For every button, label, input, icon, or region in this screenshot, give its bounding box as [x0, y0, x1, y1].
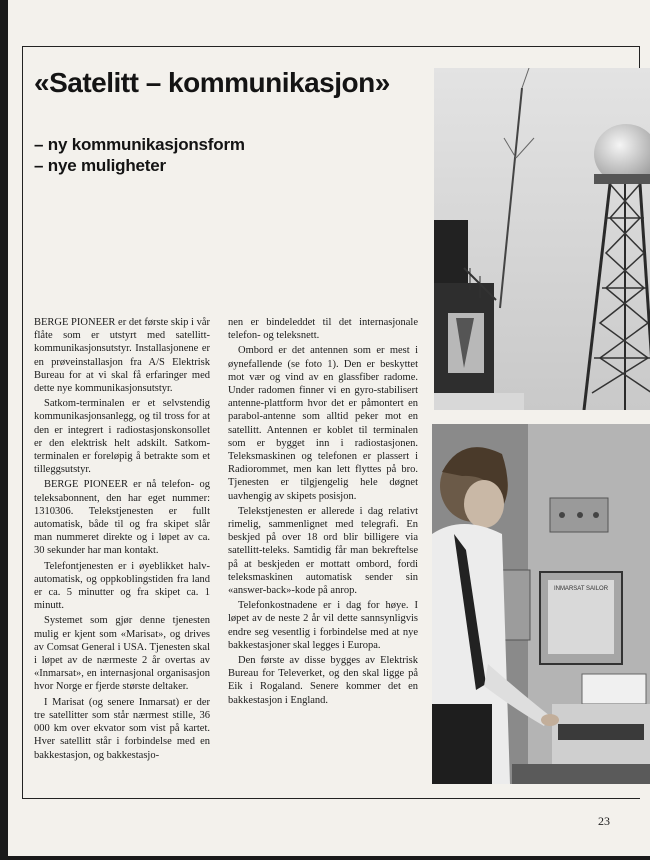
paragraph: Den første av disse bygges av Elektrisk Bureau for Televerket, og den skal ligge på Eik i Rogaland. Senere kommer det en bakkestasjon i England.	[228, 655, 418, 706]
subtitle-line: – nye muligheter	[34, 156, 166, 175]
paragraph: Systemet som gjør denne tjenesten mulig er kjent som «Marisat», og drives av Comsat General i USA. Tjenesten skal i løpet av de nærmeste 2 år overtas av «Inmarsat», en internasjonal organisasjon hvor Norge er fjerde største deltaker.	[34, 615, 210, 693]
photo-satellite-antenna	[434, 68, 650, 410]
paragraph: Ombord er det antennen som er mest i øynefallende (se foto 1). Den er beskyttet mot vær og vind av en glassfiber radome. Under radomen finner vi en gyro-stabilisert antenne-plattform hvor det er påmontert en parabol-antenne som alltid peker mot en satellitt. Antennen er koblet til terminalen som er bygget inn i radiostasjonen. Teleksmaskinen og telefonen er plassert i Radiorommet, men kan lett flyttes på bro. Tjenesten er tilgjengelig hele døgnet uavhengig av skipets posisjon.	[228, 345, 418, 502]
paragraph: BERGE PIONEER er nå telefon- og teleksabonnent, den har eget nummer: 1310306. Telekstjenesten er fullt automatisk, både til og fra skipet slår man nummeret direkte og i løpet av ca. 30 sekunder har man kontakt.	[34, 479, 210, 557]
text-column-2	[228, 316, 418, 709]
equipment-sign: INMARSAT SAILOR	[553, 586, 609, 592]
frame-rule-bottom	[22, 798, 640, 799]
paragraph: Telefontjenesten er i øyeblikket halv-automatisk, og oppkoblingstiden fra land er ca. 5 minutter og fra skipet ca. 1 minutt.	[34, 560, 210, 612]
frame-rule-top	[22, 46, 640, 47]
page-number: 23	[598, 814, 610, 828]
paragraph: nen er bindeleddet til det internasjonale telefon- og teleksnett.	[228, 317, 418, 342]
paragraph: Telefonkostnadene er i dag for høye. I løpet av de neste 2 år vil dette sannsynligvis endre seg vesentlig i forbindelse med at nye bakkestasjoner skal legges i Europa.	[228, 600, 418, 651]
text-column-1	[34, 316, 210, 764]
frame-rule-left	[22, 46, 23, 799]
photo-radio-room-operator	[432, 424, 650, 784]
magazine-page	[8, 0, 650, 856]
subtitle-line: – ny kommunikasjonsform	[34, 135, 245, 154]
paragraph: BERGE PIONEER er det første skip i vår flåte som er utstyrt med satellitt-kommunikasjonsutstyr. Installasjonene er en prøveinstallasjon fra A/S Elektrisk Bureau for at vi skal få erfaringer med dette nye kommunikasjonsutstyr.	[34, 317, 210, 395]
paragraph: Satkom-terminalen er et selvstendig kommunikasjonsanlegg, og til tross for at den er integrert i radiostasjonskonsollet er den elektrisk helt adskilt. Satkom-terminalen er foreløpig å betrakte som et tilleggsutstyr.	[34, 398, 210, 476]
paragraph: Telekstjenesten er allerede i dag relativt rimelig, sammenlignet med telegrafi. En beskjed på over 18 ord blir billigere via satellitt-teleks. Samtidig får man bekreftelse på at beskjeden er mottatt ombord, fordi teleksmaskinen automatisk sender sin «answer-back»-kode på anrop.	[228, 505, 418, 597]
article-title: «Satelitt – kommunikasjon»	[34, 67, 390, 98]
frame-rule-right	[639, 46, 640, 68]
article-subtitle	[34, 134, 414, 176]
paragraph: I Marisat (og senere Inmarsat) er der tre satellitter som står nærmest stille, 36 000 km over ekvator som vist på kartet. Hver satellitt står i forbindelse med en bakkestasjon, og bakkestasjo-	[34, 696, 210, 761]
